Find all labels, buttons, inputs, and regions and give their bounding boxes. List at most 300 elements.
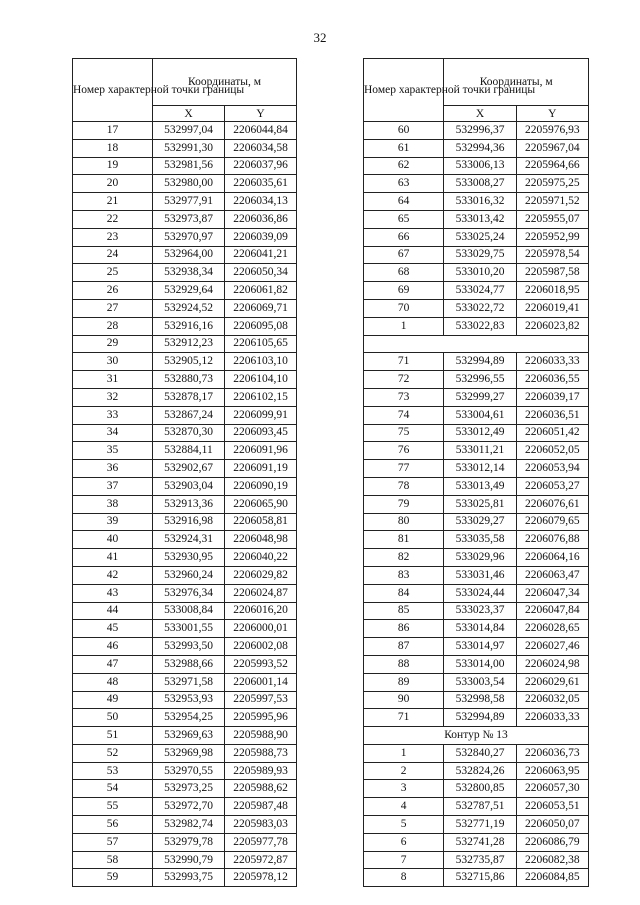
y-coordinate-cell: 2206063,95 [516,762,588,780]
y-coordinate-cell: 2206090,19 [225,477,297,495]
y-coordinate-cell: 2205993,52 [225,655,297,673]
y-header: Y [516,106,588,122]
table-row [73,833,297,851]
point-number-cell: 72 [364,371,444,389]
point-number-cell: 68 [364,264,444,282]
point-number-cell: 76 [364,442,444,460]
point-number-cell: 71 [364,709,444,727]
point-number-cell: 40 [73,531,153,549]
point-number-cell: 39 [73,513,153,531]
x-coordinate-cell: 533003,54 [444,673,516,691]
point-number-cell: 85 [364,602,444,620]
x-coordinate-cell: 532840,27 [444,744,516,762]
table-row [73,371,297,389]
table-row [73,851,297,869]
point-number-cell: 34 [73,424,153,442]
table-row [364,727,589,745]
x-header: X [153,106,225,122]
x-coordinate-cell: 532969,63 [153,727,225,745]
x-coordinate-cell: 532988,66 [153,655,225,673]
x-coordinate-cell: 532980,00 [153,175,225,193]
point-number-cell: 49 [73,691,153,709]
point-number-header: Номер характерной точки границы [364,59,444,122]
point-number-cell: 63 [364,175,444,193]
table-row [364,762,589,780]
y-coordinate-cell: 2205955,07 [516,210,588,228]
y-coordinate-cell: 2206093,45 [225,424,297,442]
coordinates-header: Координаты, м [153,59,297,106]
x-coordinate-cell: 532969,98 [153,744,225,762]
table-row [73,157,297,175]
point-number-cell: 80 [364,513,444,531]
point-number-cell: 83 [364,566,444,584]
x-coordinate-cell: 532970,55 [153,762,225,780]
point-number-cell: 53 [73,762,153,780]
point-number-cell: 55 [73,798,153,816]
point-number-cell: 19 [73,157,153,175]
y-coordinate-cell: 2206082,38 [516,851,588,869]
table-row [364,317,589,335]
y-coordinate-cell: 2206040,22 [225,549,297,567]
table-row [364,139,589,157]
table-row [364,638,589,656]
point-number-cell: 57 [73,833,153,851]
y-coordinate-cell: 2206091,19 [225,460,297,478]
x-coordinate-cell: 532977,91 [153,193,225,211]
table-row [73,264,297,282]
x-coordinate-cell: 532971,58 [153,673,225,691]
y-coordinate-cell: 2205971,52 [516,193,588,211]
x-coordinate-cell: 532994,89 [444,353,516,371]
point-number-cell: 26 [73,282,153,300]
point-number-cell: 37 [73,477,153,495]
point-number-cell: 1 [364,744,444,762]
x-coordinate-cell: 532905,12 [153,353,225,371]
y-coordinate-cell: 2206053,94 [516,460,588,478]
table-row [364,406,589,424]
point-number-cell: 47 [73,655,153,673]
x-coordinate-cell: 532994,36 [444,139,516,157]
y-coordinate-cell: 2205978,54 [516,246,588,264]
x-coordinate-cell: 533006,13 [444,157,516,175]
x-coordinate-cell: 532979,78 [153,833,225,851]
point-number-cell: 52 [73,744,153,762]
table-row [73,549,297,567]
y-coordinate-cell: 2206103,10 [225,353,297,371]
table-row [73,353,297,371]
table-row [73,780,297,798]
y-coordinate-cell: 2206104,10 [225,371,297,389]
point-number-cell: 86 [364,620,444,638]
y-coordinate-cell: 2206000,01 [225,620,297,638]
table-row [364,673,589,691]
y-coordinate-cell: 2206018,95 [516,282,588,300]
point-number-cell: 45 [73,620,153,638]
y-coordinate-cell: 2206057,30 [516,780,588,798]
point-number-cell: 78 [364,477,444,495]
x-coordinate-cell: 532982,74 [153,816,225,834]
point-number-cell: 87 [364,638,444,656]
table-row [73,602,297,620]
point-number-cell: 25 [73,264,153,282]
x-coordinate-cell: 532916,98 [153,513,225,531]
coordinates-header: Координаты, м [444,59,589,106]
table-row [73,317,297,335]
x-coordinate-cell: 532970,97 [153,228,225,246]
table-row [73,210,297,228]
y-coordinate-cell: 2206084,85 [516,869,588,887]
point-number-cell: 28 [73,317,153,335]
y-coordinate-cell: 2206001,14 [225,673,297,691]
y-coordinate-cell: 2205977,78 [225,833,297,851]
point-number-cell: 74 [364,406,444,424]
y-coordinate-cell: 2206036,73 [516,744,588,762]
x-coordinate-cell: 532930,95 [153,549,225,567]
point-number-cell: 31 [73,371,153,389]
point-number-cell: 84 [364,584,444,602]
x-coordinate-cell: 532913,36 [153,495,225,513]
y-coordinate-cell: 2206035,61 [225,175,297,193]
point-number-cell: 75 [364,424,444,442]
table-row [73,442,297,460]
x-coordinate-cell: 532924,31 [153,531,225,549]
table-row [364,477,589,495]
table-row [364,780,589,798]
point-number-cell: 21 [73,193,153,211]
y-coordinate-cell: 2206053,27 [516,477,588,495]
table-row [364,460,589,478]
y-coordinate-cell: 2206050,34 [225,264,297,282]
y-coordinate-cell: 2206047,34 [516,584,588,602]
table-row [73,122,297,140]
coordinates-table-right [363,58,589,887]
y-coordinate-cell: 2205987,58 [516,264,588,282]
table-row [73,495,297,513]
point-number-cell: 82 [364,549,444,567]
y-coordinate-cell: 2206063,47 [516,566,588,584]
point-number-cell: 54 [73,780,153,798]
x-coordinate-cell: 533001,55 [153,620,225,638]
x-coordinate-cell: 533012,49 [444,424,516,442]
table-row [73,584,297,602]
y-header: Y [225,106,297,122]
point-number-cell: 67 [364,246,444,264]
table-row [364,833,589,851]
x-coordinate-cell: 532867,24 [153,406,225,424]
y-coordinate-cell: 2206050,07 [516,816,588,834]
point-number-cell: 51 [73,727,153,745]
x-coordinate-cell: 532964,00 [153,246,225,264]
point-number-cell: 8 [364,869,444,887]
x-coordinate-cell: 532996,37 [444,122,516,140]
y-coordinate-cell: 2206034,58 [225,139,297,157]
point-number-cell: 5 [364,816,444,834]
x-coordinate-cell: 533008,84 [153,602,225,620]
table-row [73,175,297,193]
table-row [364,282,589,300]
table-row [73,620,297,638]
y-coordinate-cell: 2206065,90 [225,495,297,513]
x-coordinate-cell: 532996,55 [444,371,516,389]
y-coordinate-cell: 2206095,08 [225,317,297,335]
point-number-cell: 43 [73,584,153,602]
x-coordinate-cell: 533004,61 [444,406,516,424]
x-coordinate-cell: 532960,24 [153,566,225,584]
point-number-cell: 73 [364,388,444,406]
y-coordinate-cell: 2206037,96 [225,157,297,175]
x-coordinate-cell: 532903,04 [153,477,225,495]
x-coordinate-cell: 533014,97 [444,638,516,656]
x-coordinate-cell: 533022,72 [444,299,516,317]
table-row [73,335,297,353]
point-number-cell: 65 [364,210,444,228]
y-coordinate-cell: 2206016,20 [225,602,297,620]
point-number-cell: 44 [73,602,153,620]
x-coordinate-cell: 532953,93 [153,691,225,709]
y-coordinate-cell: 2205978,12 [225,869,297,887]
table-row [364,744,589,762]
x-coordinate-cell: 533031,46 [444,566,516,584]
point-number-cell: 6 [364,833,444,851]
table-row [364,709,589,727]
table-row [73,460,297,478]
y-coordinate-cell: 2206086,79 [516,833,588,851]
y-coordinate-cell: 2206023,82 [516,317,588,335]
table-row [73,531,297,549]
x-coordinate-cell: 532994,89 [444,709,516,727]
y-coordinate-cell: 2206105,65 [225,335,297,353]
table-row [364,549,589,567]
point-number-cell: 1 [364,317,444,335]
x-coordinate-cell: 532954,25 [153,709,225,727]
point-number-cell: 79 [364,495,444,513]
table-row [73,673,297,691]
table-row [73,228,297,246]
y-coordinate-cell: 2206002,08 [225,638,297,656]
x-coordinate-cell: 532999,27 [444,388,516,406]
y-coordinate-cell: 2206099,91 [225,406,297,424]
point-number-cell: 88 [364,655,444,673]
x-coordinate-cell: 532880,73 [153,371,225,389]
y-coordinate-cell: 2205988,90 [225,727,297,745]
x-coordinate-cell: 532929,64 [153,282,225,300]
table-row [364,210,589,228]
y-coordinate-cell: 2205988,73 [225,744,297,762]
table-row [364,566,589,584]
table-row [73,762,297,780]
x-coordinate-cell: 533008,27 [444,175,516,193]
x-coordinate-cell: 532800,85 [444,780,516,798]
x-coordinate-cell: 532735,87 [444,851,516,869]
point-number-cell: 61 [364,139,444,157]
point-number-cell: 23 [73,228,153,246]
point-number-cell: 89 [364,673,444,691]
point-number-cell: 24 [73,246,153,264]
table-row [73,282,297,300]
table-row [364,371,589,389]
x-coordinate-cell: 533035,58 [444,531,516,549]
table-row [364,157,589,175]
table-row [364,264,589,282]
y-coordinate-cell: 2205952,99 [516,228,588,246]
y-coordinate-cell: 2206048,98 [225,531,297,549]
point-number-cell: 50 [73,709,153,727]
table-row [364,122,589,140]
y-coordinate-cell: 2206029,82 [225,566,297,584]
x-coordinate-cell: 532993,50 [153,638,225,656]
x-coordinate-cell: 533013,42 [444,210,516,228]
point-number-cell: 60 [364,122,444,140]
table-row [364,851,589,869]
table-row [364,193,589,211]
y-coordinate-cell: 2205987,48 [225,798,297,816]
y-coordinate-cell: 2206024,87 [225,584,297,602]
y-coordinate-cell: 2206039,09 [225,228,297,246]
point-number-cell: 42 [73,566,153,584]
y-coordinate-cell: 2205995,96 [225,709,297,727]
table-row [73,816,297,834]
x-coordinate-cell: 533010,20 [444,264,516,282]
y-coordinate-cell: 2206047,84 [516,602,588,620]
table-row [364,584,589,602]
y-coordinate-cell: 2206076,61 [516,495,588,513]
x-coordinate-cell: 532981,56 [153,157,225,175]
x-coordinate-cell: 533023,37 [444,602,516,620]
point-number-cell: 56 [73,816,153,834]
point-number-cell: 29 [73,335,153,353]
table-row [73,139,297,157]
table-row [364,228,589,246]
point-number-cell: 66 [364,228,444,246]
y-coordinate-cell: 2206024,98 [516,655,588,673]
y-coordinate-cell: 2206041,21 [225,246,297,264]
point-number-cell: 3 [364,780,444,798]
table-row [364,388,589,406]
y-coordinate-cell: 2205988,62 [225,780,297,798]
y-coordinate-cell: 2205997,53 [225,691,297,709]
table-row [364,531,589,549]
x-coordinate-cell: 533014,84 [444,620,516,638]
table-row [364,335,589,353]
x-coordinate-cell: 533029,96 [444,549,516,567]
point-number-cell: 4 [364,798,444,816]
table-row [364,442,589,460]
table-row [364,353,589,371]
point-number-cell: 71 [364,353,444,371]
x-coordinate-cell: 532938,34 [153,264,225,282]
table-row [73,744,297,762]
x-coordinate-cell: 532741,28 [444,833,516,851]
y-coordinate-cell: 2206036,51 [516,406,588,424]
table-row [73,513,297,531]
y-coordinate-cell: 2205972,87 [225,851,297,869]
table-row [364,495,589,513]
x-coordinate-cell: 532916,16 [153,317,225,335]
table-row [364,602,589,620]
point-number-cell: 62 [364,157,444,175]
x-coordinate-cell: 532884,11 [153,442,225,460]
x-coordinate-cell: 532924,52 [153,299,225,317]
point-number-cell: 18 [73,139,153,157]
y-coordinate-cell: 2205964,66 [516,157,588,175]
x-header: X [444,106,516,122]
y-coordinate-cell: 2206039,17 [516,388,588,406]
y-coordinate-cell: 2206019,41 [516,299,588,317]
table-row [73,869,297,887]
x-coordinate-cell: 532997,04 [153,122,225,140]
y-coordinate-cell: 2205967,04 [516,139,588,157]
y-coordinate-cell: 2206051,42 [516,424,588,442]
point-number-cell: 30 [73,353,153,371]
x-coordinate-cell: 532998,58 [444,691,516,709]
table-row [73,406,297,424]
x-coordinate-cell: 532787,51 [444,798,516,816]
table-row [364,513,589,531]
point-number-cell: 59 [73,869,153,887]
x-coordinate-cell: 533013,49 [444,477,516,495]
x-coordinate-cell: 532990,79 [153,851,225,869]
point-number-cell: 64 [364,193,444,211]
point-number-cell: 48 [73,673,153,691]
point-number-cell: 20 [73,175,153,193]
x-coordinate-cell: 532824,26 [444,762,516,780]
y-coordinate-cell: 2206058,81 [225,513,297,531]
table-row [73,388,297,406]
point-number-cell: 7 [364,851,444,869]
x-coordinate-cell: 533014,00 [444,655,516,673]
table-row [364,869,589,887]
table-row [73,477,297,495]
y-coordinate-cell: 2206064,16 [516,549,588,567]
x-coordinate-cell: 532972,70 [153,798,225,816]
y-coordinate-cell: 2206036,55 [516,371,588,389]
y-coordinate-cell: 2206034,13 [225,193,297,211]
table-row [364,246,589,264]
y-coordinate-cell: 2206091,96 [225,442,297,460]
point-number-cell: 81 [364,531,444,549]
x-coordinate-cell: 532771,19 [444,816,516,834]
x-coordinate-cell: 533025,81 [444,495,516,513]
table-row [364,620,589,638]
point-number-cell: 41 [73,549,153,567]
table-row [364,798,589,816]
table-row [73,299,297,317]
table-row [73,655,297,673]
y-coordinate-cell: 2206032,05 [516,691,588,709]
page-number: 32 [313,30,327,45]
x-coordinate-cell: 533011,21 [444,442,516,460]
x-coordinate-cell: 532976,34 [153,584,225,602]
point-number-cell: 77 [364,460,444,478]
x-coordinate-cell: 533029,27 [444,513,516,531]
coordinates-table-left [72,58,297,887]
y-coordinate-cell: 2205975,25 [516,175,588,193]
point-number-cell: 32 [73,388,153,406]
table-row [73,727,297,745]
x-coordinate-cell: 532715,86 [444,869,516,887]
table-row [364,424,589,442]
point-number-cell: 69 [364,282,444,300]
x-coordinate-cell: 533012,14 [444,460,516,478]
point-number-cell: 22 [73,210,153,228]
point-number-cell: 38 [73,495,153,513]
y-coordinate-cell: 2205976,93 [516,122,588,140]
y-coordinate-cell: 2206102,15 [225,388,297,406]
point-number-cell: 35 [73,442,153,460]
x-coordinate-cell: 532878,17 [153,388,225,406]
x-coordinate-cell: 532973,87 [153,210,225,228]
table-row [73,566,297,584]
